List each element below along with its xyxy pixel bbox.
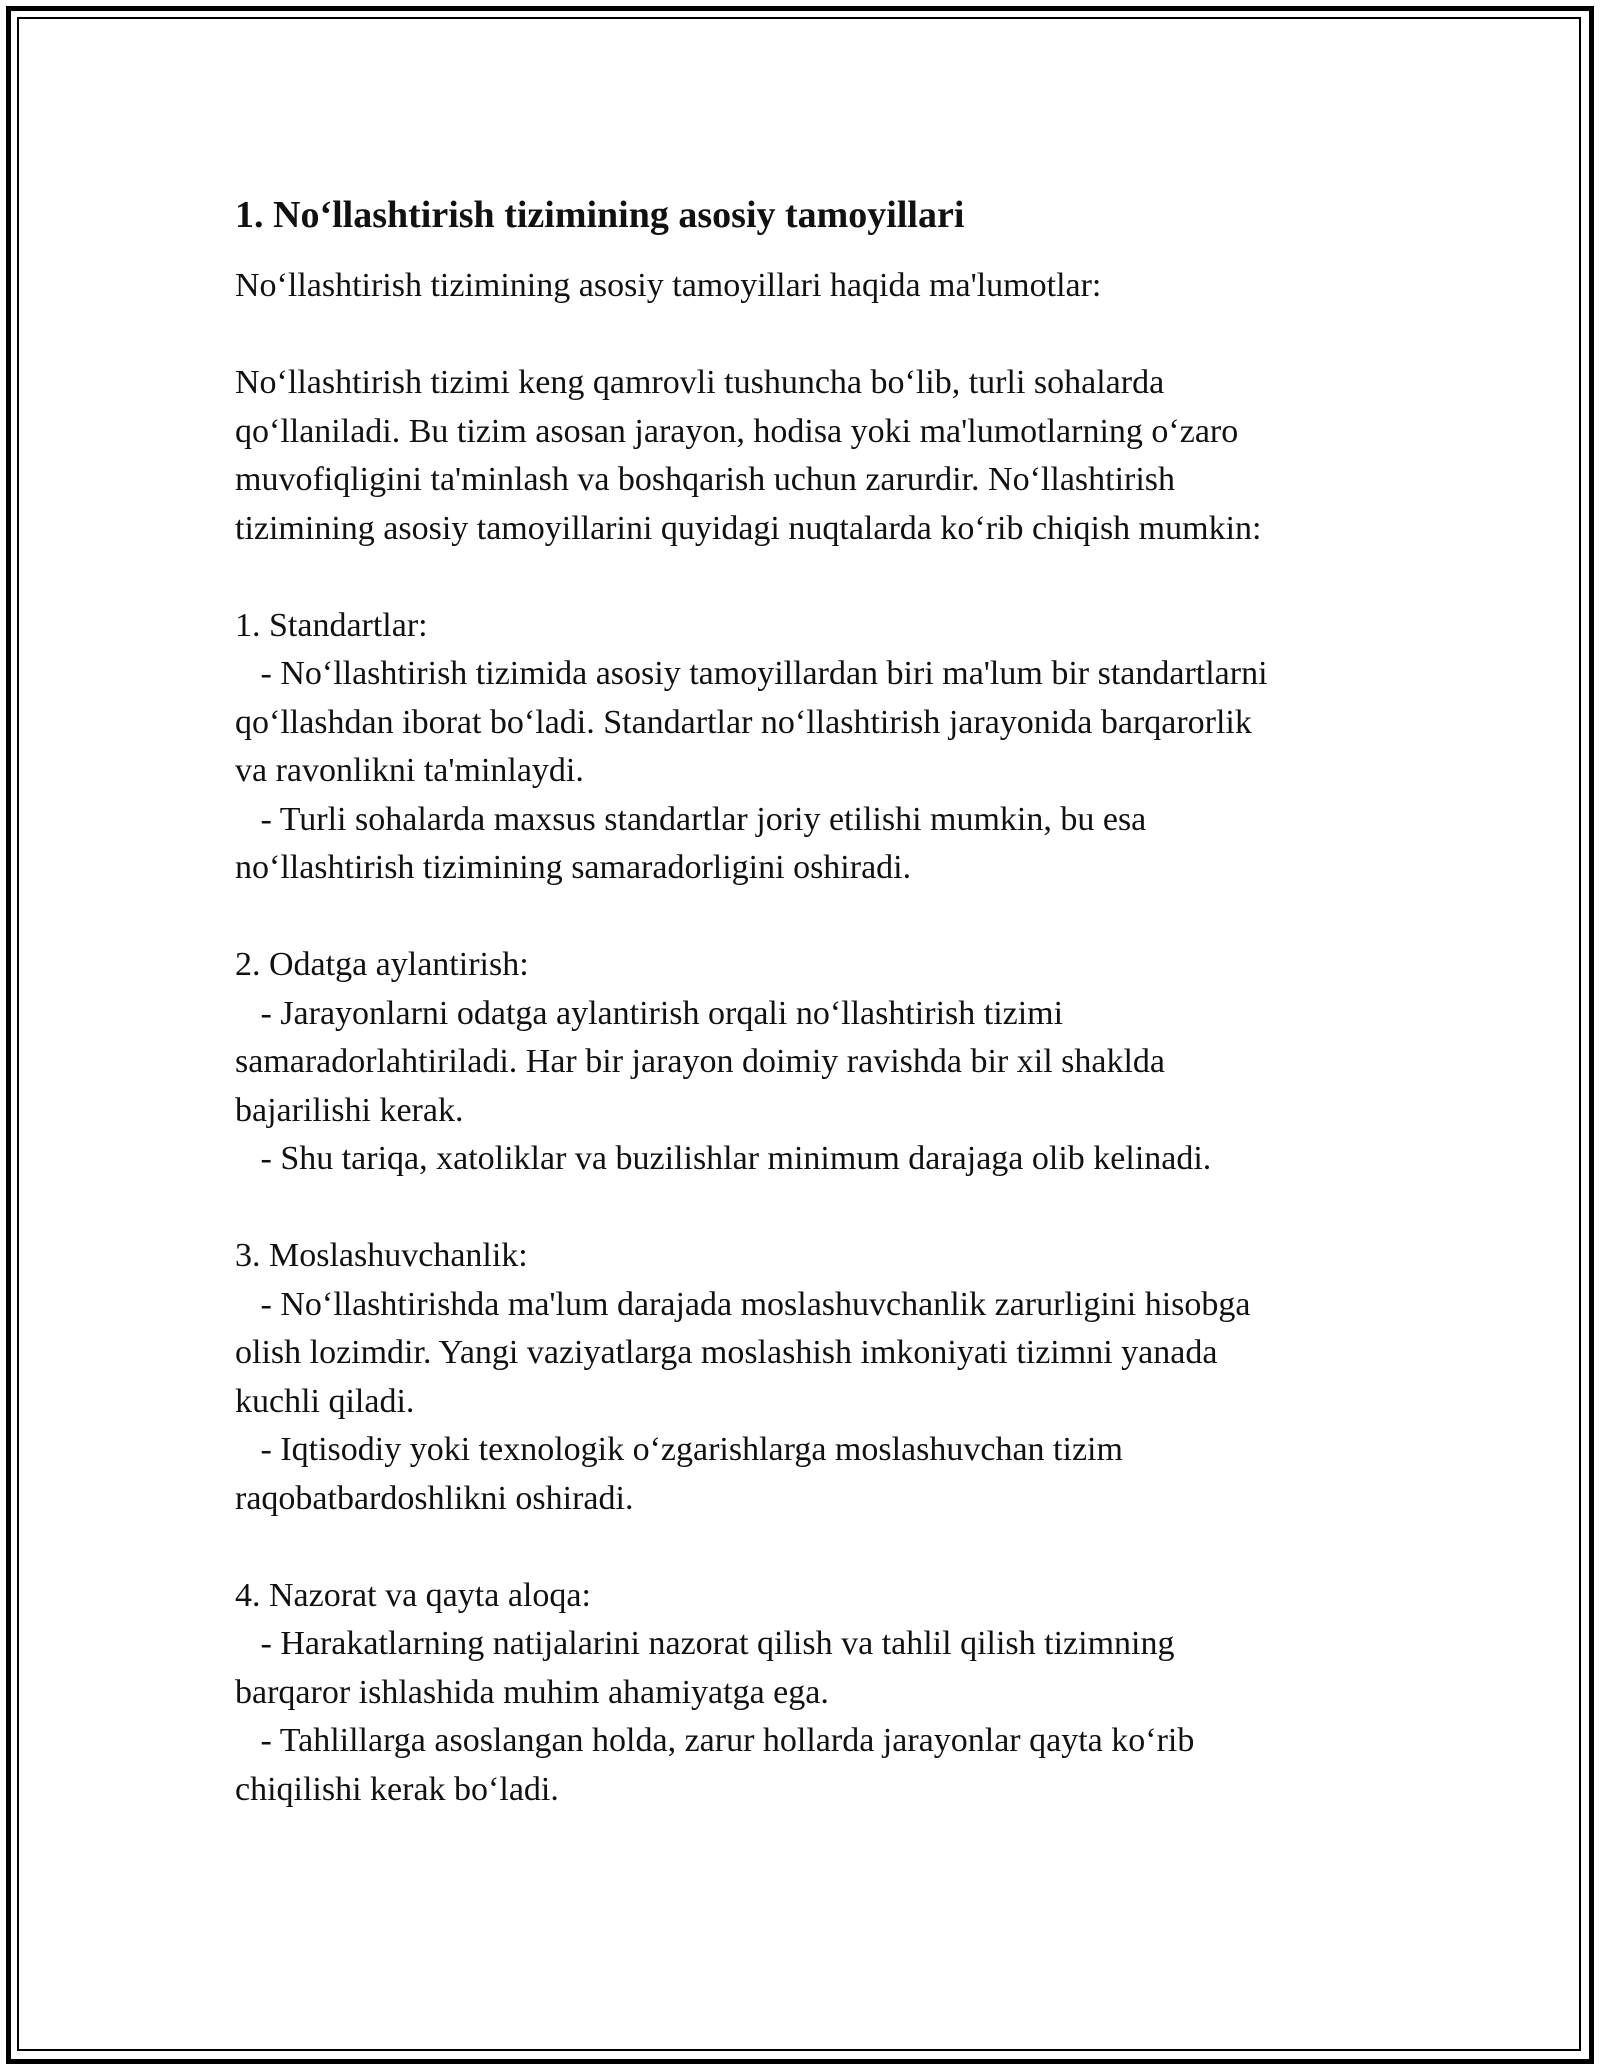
section-habit [235, 941, 1385, 1184]
overview-paragraph: No‘llashtirish tizimi keng qamrovli tushuncha bo‘lib, turli sohalarda qo‘llaniladi. Bu tizim asosan jarayon, hodisa yoki ma'lumotlarning o‘zaro muvofiqligini ta'minlash va boshqarish uchun zarurdir. No‘llashtirish tizimining asosiy tamoyillarini quyidagi nuqtalarda ko‘rib chiqish mumkin: [235, 364, 1262, 547]
section-heading: 4. Nazorat va qayta aloqa: [235, 1576, 591, 1614]
section-point: - No‘llashtirish tizimida asosiy tamoyillardan biri ma'lum bir standartlarni qo‘llashdan iborat bo‘ladi. Standartlar no‘llashtirish jarayonida barqarorlik va ravonlikni ta'minlaydi. [235, 655, 1268, 789]
section-point: - Turli sohalarda maxsus standartlar joriy etilishi mumkin, bu esa no‘llashtirish tizimining samaradorligini oshiradi. [235, 800, 1147, 886]
document-body [235, 262, 1385, 1814]
section-heading: 3. Moslashuvchanlik: [235, 1237, 528, 1274]
section-heading: 1. Standartlar: [235, 606, 428, 644]
intro-paragraph: No‘llashtirish tizimining asosiy tamoyillari haqida ma'lumotlar: [235, 267, 1102, 304]
paragraph-gap [235, 1523, 1385, 1572]
paragraph-gap [235, 893, 1385, 942]
paragraph-gap [235, 553, 1385, 602]
section-point: - No‘llashtirishda ma'lum darajada moslashuvchanlik zarurligini hisobga olish lozimdir. Yangi vaziyatlarga moslashish imkoniyati tizimni yanada kuchli qiladi. [235, 1285, 1251, 1420]
section-flexibility [235, 1232, 1385, 1523]
section-point: - Jarayonlarni odatga aylantirish orqali no‘llashtirish tizimi samaradorlahtiriladi. Har bir jarayon doimiy ravishda bir xil shaklda bajarilishi kerak. [235, 994, 1166, 1129]
paragraph-gap [235, 1184, 1385, 1233]
section-point: - Shu tariqa, xatoliklar va buzilishlar minimum darajaga olib kelinadi. [235, 1140, 1212, 1177]
section-point: - Harakatlarning natijalarini nazorat qilish va tahlil qilish tizimning barqaror ishlashida muhim ahamiyatga ega. [235, 1625, 1175, 1711]
document-title: 1. No‘llashtirish tizimining asosiy tamoyillari [235, 194, 965, 236]
section-heading: 2. Odatga aylantirish: [235, 946, 529, 983]
section-point: - Tahlillarga asoslangan holda, zarur hollarda jarayonlar qayta ko‘rib chiqilishi kerak bo‘ladi. [235, 1722, 1195, 1808]
paragraph-gap [235, 311, 1385, 360]
section-standards [235, 602, 1385, 893]
section-control-feedback [235, 1572, 1385, 1815]
document-page [235, 188, 1385, 1814]
section-point: - Iqtisodiy yoki texnologik o‘zgarishlarga moslashuvchan tizim raqobatbardoshlikni oshiradi. [235, 1431, 1123, 1517]
